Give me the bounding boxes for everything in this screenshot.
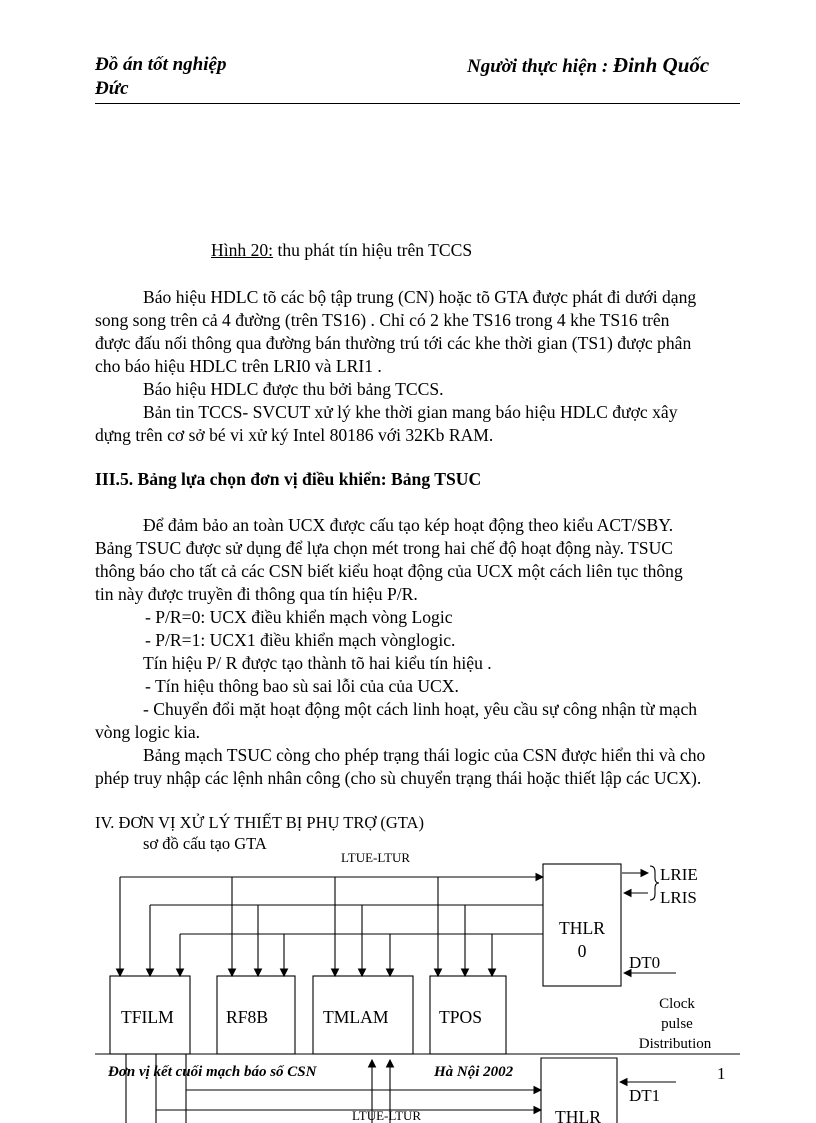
list-item: - Tín hiệu thông bao sù sai lỗi của của UCX. xyxy=(145,676,459,696)
text-line: cho báo hiệu HDLC trên LRI0 và LRI1 . xyxy=(95,356,382,376)
text-line: Tín hiệu P/ R được tạo thành tõ hai kiểu tín hiệu . xyxy=(143,653,492,673)
lrie-label: LRIE xyxy=(660,865,698,884)
text-line: Báo hiệu HDLC được thu bởi bảng TCCS. xyxy=(143,379,444,399)
bus-label-bottom: LTUE-LTUR xyxy=(352,1108,422,1123)
header-author-prefix: Người thực hiện : xyxy=(467,56,609,77)
text-line: Bảng TSUC được sử dụng để lựa chọn mét trong hai chế độ hoạt động này. TSUC xyxy=(95,538,674,558)
list-item: - P/R=1: UCX1 điều khiển mạch vònglogic. xyxy=(145,630,456,650)
clock-label-2: pulse xyxy=(661,1016,693,1032)
tpos-label: TPOS xyxy=(439,1007,483,1027)
bus-label-top: LTUE-LTUR xyxy=(341,850,411,865)
dt1-label: DT1 xyxy=(629,1086,661,1105)
text-line: Bản tin TCCS- SVCUT xử lý khe thời gian mang báo hiệu HDLC được xây xyxy=(143,402,678,422)
text-line: Để đảm bảo an toàn UCX được cấu tạo kép hoạt động theo kiểu ACT/SBY. xyxy=(143,515,674,535)
section-heading-gta: IV. ĐƠN VỊ XỬ LÝ THIẾT BỊ PHỤ TRỢ (GTA) xyxy=(95,813,424,832)
rf8b-label: RF8B xyxy=(226,1007,269,1027)
text-line: vòng logic kia. xyxy=(95,722,201,742)
figure-caption-label: Hình 20: xyxy=(211,240,274,260)
clock-label-3: Distribution xyxy=(638,1036,712,1052)
clock-label-1: Clock xyxy=(659,996,695,1012)
text-line: phép truy nhập các lệnh nhân công (cho sù chuyển trạng thái hoặc thiết lập các UCX). xyxy=(95,768,702,788)
thlr0-label: THLR xyxy=(559,918,605,938)
tfilm-label: TFILM xyxy=(121,1007,174,1027)
text-line: dựng trên cơ sở bé vi xử ký Intel 80186 với 32Kb RAM. xyxy=(95,425,494,445)
text-line: thông báo cho tất cả các CSN biết kiểu hoạt động của UCX một cách liên tục thông xyxy=(95,561,683,581)
text-line: được đấu nối thông qua đường bán thường trú tới các khe thời gian (TS1) được phân xyxy=(95,333,692,353)
lris-label: LRIS xyxy=(660,888,697,907)
text-line: tin này được truyền đi thông qua tín hiệu P/R. xyxy=(95,584,418,604)
footer-left: Đơn vị kết cuối mạch báo số CSN xyxy=(108,1064,317,1080)
section-heading-tsuc: III.5. Bảng lựa chọn đơn vị điều khiển: Bảng TSUC xyxy=(95,469,482,489)
header-left-title: Đồ án tốt nghiệp xyxy=(95,54,227,75)
diagram-subtitle: sơ đồ cấu tạo GTA xyxy=(143,834,267,853)
page-number: 1 xyxy=(717,1064,726,1083)
text-line: Bảng mạch TSUC còng cho phép trạng thái logic của CSN được hiển thi và cho xyxy=(143,745,706,765)
list-item: - P/R=0: UCX điều khiển mạch vòng Logic xyxy=(145,607,453,627)
footer-middle: Hà Nội 2002 xyxy=(434,1064,514,1080)
figure-caption-text: thu phát tín hiệu trên TCCS xyxy=(273,240,473,260)
tmlam-label: TMLAM xyxy=(323,1007,389,1027)
header-left-continuation: Đức xyxy=(95,78,129,99)
header-author-name: Đinh Quốc xyxy=(612,53,710,77)
thlr0-number: 0 xyxy=(577,941,587,961)
thlr1-label: THLR xyxy=(555,1107,601,1123)
text-line: Báo hiệu HDLC tõ các bộ tập trung (CN) hoặc tõ GTA được phát đi dưới dạng xyxy=(143,287,697,307)
text-line: song song trên cả 4 đường (trên TS16) . Chỉ có 2 khe TS16 trong 4 khe TS16 trên xyxy=(95,310,670,330)
text-line: - Chuyển đổi mặt hoạt động một cách linh hoạt, yêu cầu sự công nhận từ mạch xyxy=(143,699,698,719)
dt0-label: DT0 xyxy=(629,953,661,972)
